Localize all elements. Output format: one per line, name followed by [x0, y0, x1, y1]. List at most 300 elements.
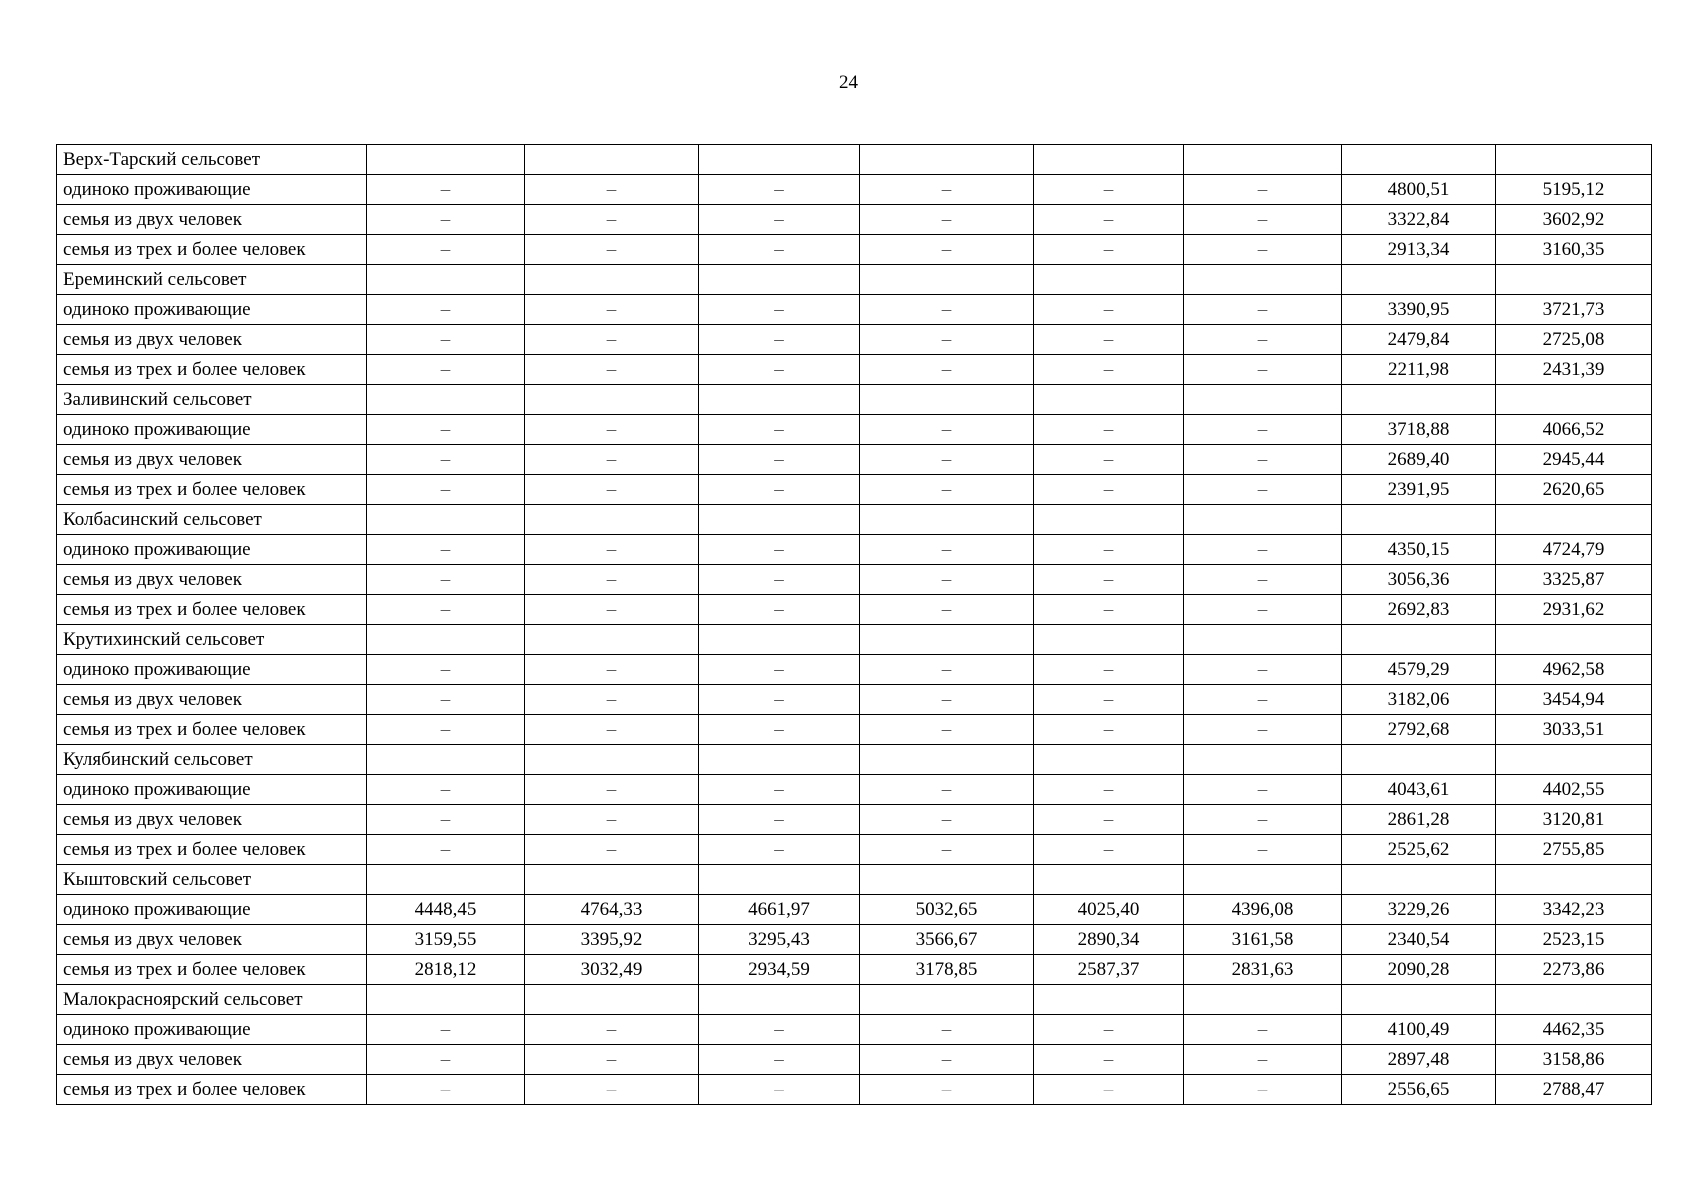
value-cell: 2273,86	[1496, 955, 1652, 985]
value-cell	[1184, 745, 1342, 775]
value-cell	[367, 625, 525, 655]
value-cell: –	[860, 685, 1034, 715]
value-cell: –	[1184, 175, 1342, 205]
value-cell	[1342, 385, 1496, 415]
category-label: семья из трех и более человек	[57, 235, 367, 265]
value-cell: –	[367, 775, 525, 805]
value-cell: –	[860, 295, 1034, 325]
section-name: Заливинский сельсовет	[57, 385, 367, 415]
value-cell: –	[525, 685, 699, 715]
value-cell: 2897,48	[1342, 1045, 1496, 1075]
table-row	[57, 655, 1652, 685]
value-cell: –	[1034, 445, 1184, 475]
section-name: Колбасинский сельсовет	[57, 505, 367, 535]
value-cell: 2725,08	[1496, 325, 1652, 355]
value-cell: –	[860, 595, 1034, 625]
category-label: одиноко проживающие	[57, 1015, 367, 1045]
category-label: одиноко проживающие	[57, 655, 367, 685]
value-cell: –	[1184, 325, 1342, 355]
value-cell: –	[1034, 715, 1184, 745]
value-cell: –	[525, 835, 699, 865]
value-cell: –	[1034, 1075, 1184, 1105]
value-cell: –	[699, 235, 860, 265]
value-cell: 2620,65	[1496, 475, 1652, 505]
value-cell: 3718,88	[1342, 415, 1496, 445]
value-cell	[525, 145, 699, 175]
section-name: Ереминский сельсовет	[57, 265, 367, 295]
value-cell: –	[525, 1045, 699, 1075]
value-cell: –	[860, 1015, 1034, 1045]
value-cell: –	[860, 775, 1034, 805]
section-header-row	[57, 145, 1652, 175]
value-cell: –	[1184, 655, 1342, 685]
value-cell: –	[367, 535, 525, 565]
value-cell	[1342, 985, 1496, 1015]
category-label: семья из двух человек	[57, 925, 367, 955]
table-row	[57, 715, 1652, 745]
table-row	[57, 835, 1652, 865]
value-cell	[1496, 385, 1652, 415]
table-row	[57, 535, 1652, 565]
value-cell: –	[1184, 355, 1342, 385]
category-label: одиноко проживающие	[57, 295, 367, 325]
value-cell: –	[1184, 805, 1342, 835]
value-cell: –	[525, 565, 699, 595]
value-cell: –	[367, 1015, 525, 1045]
table-row	[57, 1075, 1652, 1105]
value-cell: –	[367, 325, 525, 355]
value-cell: –	[1034, 475, 1184, 505]
value-cell: 4402,55	[1496, 775, 1652, 805]
value-cell: –	[860, 655, 1034, 685]
value-cell: –	[1034, 775, 1184, 805]
value-cell	[525, 865, 699, 895]
table-row	[57, 295, 1652, 325]
value-cell	[1034, 505, 1184, 535]
value-cell: –	[1184, 685, 1342, 715]
value-cell: –	[367, 595, 525, 625]
value-cell	[1342, 505, 1496, 535]
value-cell	[1034, 625, 1184, 655]
category-label: одиноко проживающие	[57, 415, 367, 445]
value-cell: 5032,65	[860, 895, 1034, 925]
value-cell: 3322,84	[1342, 205, 1496, 235]
table-row	[57, 355, 1652, 385]
value-cell: –	[860, 1075, 1034, 1105]
value-cell	[1342, 145, 1496, 175]
value-cell: –	[367, 295, 525, 325]
category-label: семья из двух человек	[57, 685, 367, 715]
value-cell: 2755,85	[1496, 835, 1652, 865]
value-cell: –	[367, 445, 525, 475]
value-cell: –	[699, 595, 860, 625]
value-cell: 2211,98	[1342, 355, 1496, 385]
value-cell	[1496, 865, 1652, 895]
category-label: семья из трех и более человек	[57, 955, 367, 985]
value-cell: –	[1184, 415, 1342, 445]
table-body	[57, 145, 1652, 1105]
value-cell: –	[1034, 655, 1184, 685]
value-cell	[525, 625, 699, 655]
value-cell	[525, 745, 699, 775]
value-cell: –	[699, 685, 860, 715]
value-cell	[1342, 865, 1496, 895]
value-cell	[860, 985, 1034, 1015]
value-cell: –	[860, 475, 1034, 505]
value-cell: –	[1034, 595, 1184, 625]
value-cell: 3295,43	[699, 925, 860, 955]
value-cell: –	[1034, 205, 1184, 235]
table-row	[57, 205, 1652, 235]
value-cell: 3602,92	[1496, 205, 1652, 235]
value-cell: –	[1034, 1015, 1184, 1045]
value-cell	[699, 985, 860, 1015]
value-cell: –	[367, 175, 525, 205]
value-cell	[1034, 265, 1184, 295]
value-cell: 4396,08	[1184, 895, 1342, 925]
value-cell: 3033,51	[1496, 715, 1652, 745]
value-cell	[1034, 145, 1184, 175]
value-cell: –	[699, 355, 860, 385]
value-cell: –	[1184, 445, 1342, 475]
value-cell: 4100,49	[1342, 1015, 1496, 1045]
value-cell: 4661,97	[699, 895, 860, 925]
value-cell: 4764,33	[525, 895, 699, 925]
value-cell: –	[1184, 595, 1342, 625]
value-cell: –	[699, 1015, 860, 1045]
value-cell: 2931,62	[1496, 595, 1652, 625]
value-cell	[1034, 985, 1184, 1015]
value-cell: 3158,86	[1496, 1045, 1652, 1075]
value-cell: –	[525, 175, 699, 205]
value-cell: –	[1184, 295, 1342, 325]
table-row	[57, 775, 1652, 805]
value-cell: 2934,59	[699, 955, 860, 985]
value-cell	[1496, 745, 1652, 775]
section-header-row	[57, 865, 1652, 895]
value-cell: 2818,12	[367, 955, 525, 985]
value-cell: –	[525, 295, 699, 325]
value-cell: –	[367, 835, 525, 865]
category-label: одиноко проживающие	[57, 535, 367, 565]
value-cell: –	[699, 175, 860, 205]
value-cell	[525, 985, 699, 1015]
value-cell: 2890,34	[1034, 925, 1184, 955]
value-cell	[860, 505, 1034, 535]
value-cell: –	[1034, 685, 1184, 715]
section-header-row	[57, 505, 1652, 535]
value-cell: 2587,37	[1034, 955, 1184, 985]
value-cell	[699, 745, 860, 775]
value-cell: 3032,49	[525, 955, 699, 985]
table-row	[57, 1045, 1652, 1075]
value-cell: –	[699, 475, 860, 505]
value-cell	[1342, 625, 1496, 655]
value-cell: –	[525, 475, 699, 505]
category-label: семья из трех и более человек	[57, 715, 367, 745]
value-cell: 3454,94	[1496, 685, 1652, 715]
table-row	[57, 895, 1652, 925]
section-name: Кыштовский сельсовет	[57, 865, 367, 895]
value-cell: –	[1034, 835, 1184, 865]
value-cell: 4043,61	[1342, 775, 1496, 805]
value-cell: –	[699, 835, 860, 865]
table-row	[57, 595, 1652, 625]
value-cell	[1496, 625, 1652, 655]
section-header-row	[57, 625, 1652, 655]
table-row	[57, 1015, 1652, 1045]
value-cell: –	[699, 655, 860, 685]
tariff-table	[56, 144, 1652, 1105]
table-row	[57, 955, 1652, 985]
value-cell: 5195,12	[1496, 175, 1652, 205]
value-cell: 2340,54	[1342, 925, 1496, 955]
value-cell: 2479,84	[1342, 325, 1496, 355]
value-cell: 3566,67	[860, 925, 1034, 955]
value-cell: 4350,15	[1342, 535, 1496, 565]
value-cell: –	[525, 235, 699, 265]
value-cell: 2391,95	[1342, 475, 1496, 505]
value-cell: 3120,81	[1496, 805, 1652, 835]
value-cell	[699, 505, 860, 535]
value-cell: –	[525, 445, 699, 475]
value-cell	[1496, 265, 1652, 295]
section-header-row	[57, 985, 1652, 1015]
table-row	[57, 565, 1652, 595]
category-label: одиноко проживающие	[57, 775, 367, 805]
value-cell: –	[1034, 565, 1184, 595]
value-cell: 3182,06	[1342, 685, 1496, 715]
value-cell: –	[1184, 535, 1342, 565]
value-cell: 4025,40	[1034, 895, 1184, 925]
value-cell: –	[1034, 805, 1184, 835]
value-cell: 3721,73	[1496, 295, 1652, 325]
value-cell	[1184, 985, 1342, 1015]
section-header-row	[57, 265, 1652, 295]
value-cell	[860, 265, 1034, 295]
value-cell: –	[699, 805, 860, 835]
value-cell	[1184, 865, 1342, 895]
value-cell: –	[1184, 835, 1342, 865]
value-cell	[699, 145, 860, 175]
value-cell	[367, 745, 525, 775]
section-name: Малокраснoярский сельсовет	[57, 985, 367, 1015]
value-cell: 2831,63	[1184, 955, 1342, 985]
value-cell: –	[367, 565, 525, 595]
value-cell: 2556,65	[1342, 1075, 1496, 1105]
category-label: семья из двух человек	[57, 205, 367, 235]
value-cell	[1184, 145, 1342, 175]
value-cell: 2525,62	[1342, 835, 1496, 865]
value-cell: 3178,85	[860, 955, 1034, 985]
section-header-row	[57, 745, 1652, 775]
value-cell	[1184, 385, 1342, 415]
value-cell: –	[1184, 205, 1342, 235]
value-cell: 3056,36	[1342, 565, 1496, 595]
value-cell	[1184, 505, 1342, 535]
value-cell: 3161,58	[1184, 925, 1342, 955]
value-cell	[1496, 145, 1652, 175]
category-label: семья из двух человек	[57, 565, 367, 595]
page-number: 24	[839, 72, 858, 93]
value-cell: –	[860, 445, 1034, 475]
value-cell	[1496, 505, 1652, 535]
table-row	[57, 415, 1652, 445]
value-cell: –	[699, 535, 860, 565]
table-row	[57, 805, 1652, 835]
category-label: одиноко проживающие	[57, 895, 367, 925]
section-name: Кулябинский сельсовет	[57, 745, 367, 775]
value-cell	[525, 505, 699, 535]
value-cell	[1034, 865, 1184, 895]
value-cell: –	[699, 715, 860, 745]
value-cell	[860, 865, 1034, 895]
value-cell: –	[860, 205, 1034, 235]
value-cell	[1184, 625, 1342, 655]
value-cell: –	[367, 805, 525, 835]
value-cell: –	[860, 835, 1034, 865]
value-cell: 2431,39	[1496, 355, 1652, 385]
value-cell: –	[525, 355, 699, 385]
value-cell: –	[1034, 295, 1184, 325]
value-cell	[367, 985, 525, 1015]
value-cell: 2692,83	[1342, 595, 1496, 625]
value-cell: –	[1184, 1015, 1342, 1045]
value-cell	[860, 145, 1034, 175]
value-cell: –	[860, 355, 1034, 385]
category-label: семья из трех и более человек	[57, 355, 367, 385]
category-label: одиноко проживающие	[57, 175, 367, 205]
category-label: семья из трех и более человек	[57, 1075, 367, 1105]
value-cell: –	[699, 445, 860, 475]
value-cell: –	[699, 1075, 860, 1105]
section-name: Верх-Тарский сельсовет	[57, 145, 367, 175]
value-cell: 4448,45	[367, 895, 525, 925]
value-cell: –	[525, 715, 699, 745]
category-label: семья из трех и более человек	[57, 835, 367, 865]
value-cell: –	[1184, 1075, 1342, 1105]
value-cell	[367, 865, 525, 895]
value-cell: 4462,35	[1496, 1015, 1652, 1045]
value-cell: –	[525, 655, 699, 685]
value-cell: 3160,35	[1496, 235, 1652, 265]
value-cell: –	[367, 235, 525, 265]
value-cell: 3325,87	[1496, 565, 1652, 595]
value-cell: –	[1184, 775, 1342, 805]
value-cell: 4579,29	[1342, 655, 1496, 685]
category-label: семья из двух человек	[57, 805, 367, 835]
value-cell: 3342,23	[1496, 895, 1652, 925]
value-cell: –	[699, 1045, 860, 1075]
value-cell: –	[1184, 715, 1342, 745]
value-cell	[367, 145, 525, 175]
value-cell: –	[860, 535, 1034, 565]
value-cell	[1034, 385, 1184, 415]
value-cell: –	[1184, 475, 1342, 505]
value-cell: 4724,79	[1496, 535, 1652, 565]
value-cell: –	[699, 565, 860, 595]
value-cell: –	[525, 205, 699, 235]
value-cell: –	[1034, 175, 1184, 205]
value-cell	[367, 385, 525, 415]
table-row	[57, 475, 1652, 505]
value-cell: –	[699, 415, 860, 445]
table-row	[57, 685, 1652, 715]
value-cell	[525, 265, 699, 295]
value-cell: –	[525, 325, 699, 355]
category-label: семья из трех и более человек	[57, 475, 367, 505]
value-cell: –	[525, 1015, 699, 1045]
value-cell: 4066,52	[1496, 415, 1652, 445]
value-cell	[699, 865, 860, 895]
table-row	[57, 445, 1652, 475]
value-cell: 2523,15	[1496, 925, 1652, 955]
value-cell	[367, 265, 525, 295]
value-cell: –	[860, 565, 1034, 595]
value-cell	[699, 625, 860, 655]
value-cell: –	[367, 205, 525, 235]
value-cell: –	[525, 595, 699, 625]
value-cell: –	[699, 325, 860, 355]
value-cell: –	[699, 295, 860, 325]
value-cell	[1034, 745, 1184, 775]
value-cell	[860, 745, 1034, 775]
value-cell	[367, 505, 525, 535]
value-cell: –	[367, 655, 525, 685]
value-cell: 2861,28	[1342, 805, 1496, 835]
value-cell: 2945,44	[1496, 445, 1652, 475]
value-cell: 2788,47	[1496, 1075, 1652, 1105]
value-cell	[860, 625, 1034, 655]
value-cell: –	[699, 775, 860, 805]
value-cell: –	[1184, 235, 1342, 265]
value-cell: –	[860, 175, 1034, 205]
value-cell	[1496, 985, 1652, 1015]
value-cell: 2689,40	[1342, 445, 1496, 475]
value-cell: –	[1184, 565, 1342, 595]
section-name: Крутихинский сельсовет	[57, 625, 367, 655]
value-cell: –	[525, 1075, 699, 1105]
value-cell	[1184, 265, 1342, 295]
value-cell	[699, 385, 860, 415]
value-cell: –	[525, 415, 699, 445]
value-cell: –	[367, 1045, 525, 1075]
value-cell	[525, 385, 699, 415]
table-row	[57, 235, 1652, 265]
value-cell: –	[860, 715, 1034, 745]
value-cell: 3395,92	[525, 925, 699, 955]
value-cell: –	[367, 1075, 525, 1105]
value-cell: 2090,28	[1342, 955, 1496, 985]
value-cell: –	[860, 805, 1034, 835]
category-label: семья из двух человек	[57, 1045, 367, 1075]
value-cell: –	[367, 355, 525, 385]
value-cell: –	[525, 535, 699, 565]
value-cell: 2913,34	[1342, 235, 1496, 265]
value-cell: 4800,51	[1342, 175, 1496, 205]
section-header-row	[57, 385, 1652, 415]
table-row	[57, 175, 1652, 205]
category-label: семья из трех и более человек	[57, 595, 367, 625]
value-cell: –	[367, 685, 525, 715]
value-cell	[1342, 745, 1496, 775]
value-cell	[1342, 265, 1496, 295]
value-cell: –	[367, 415, 525, 445]
value-cell	[699, 265, 860, 295]
value-cell: –	[367, 475, 525, 505]
table-row	[57, 325, 1652, 355]
value-cell: 2792,68	[1342, 715, 1496, 745]
